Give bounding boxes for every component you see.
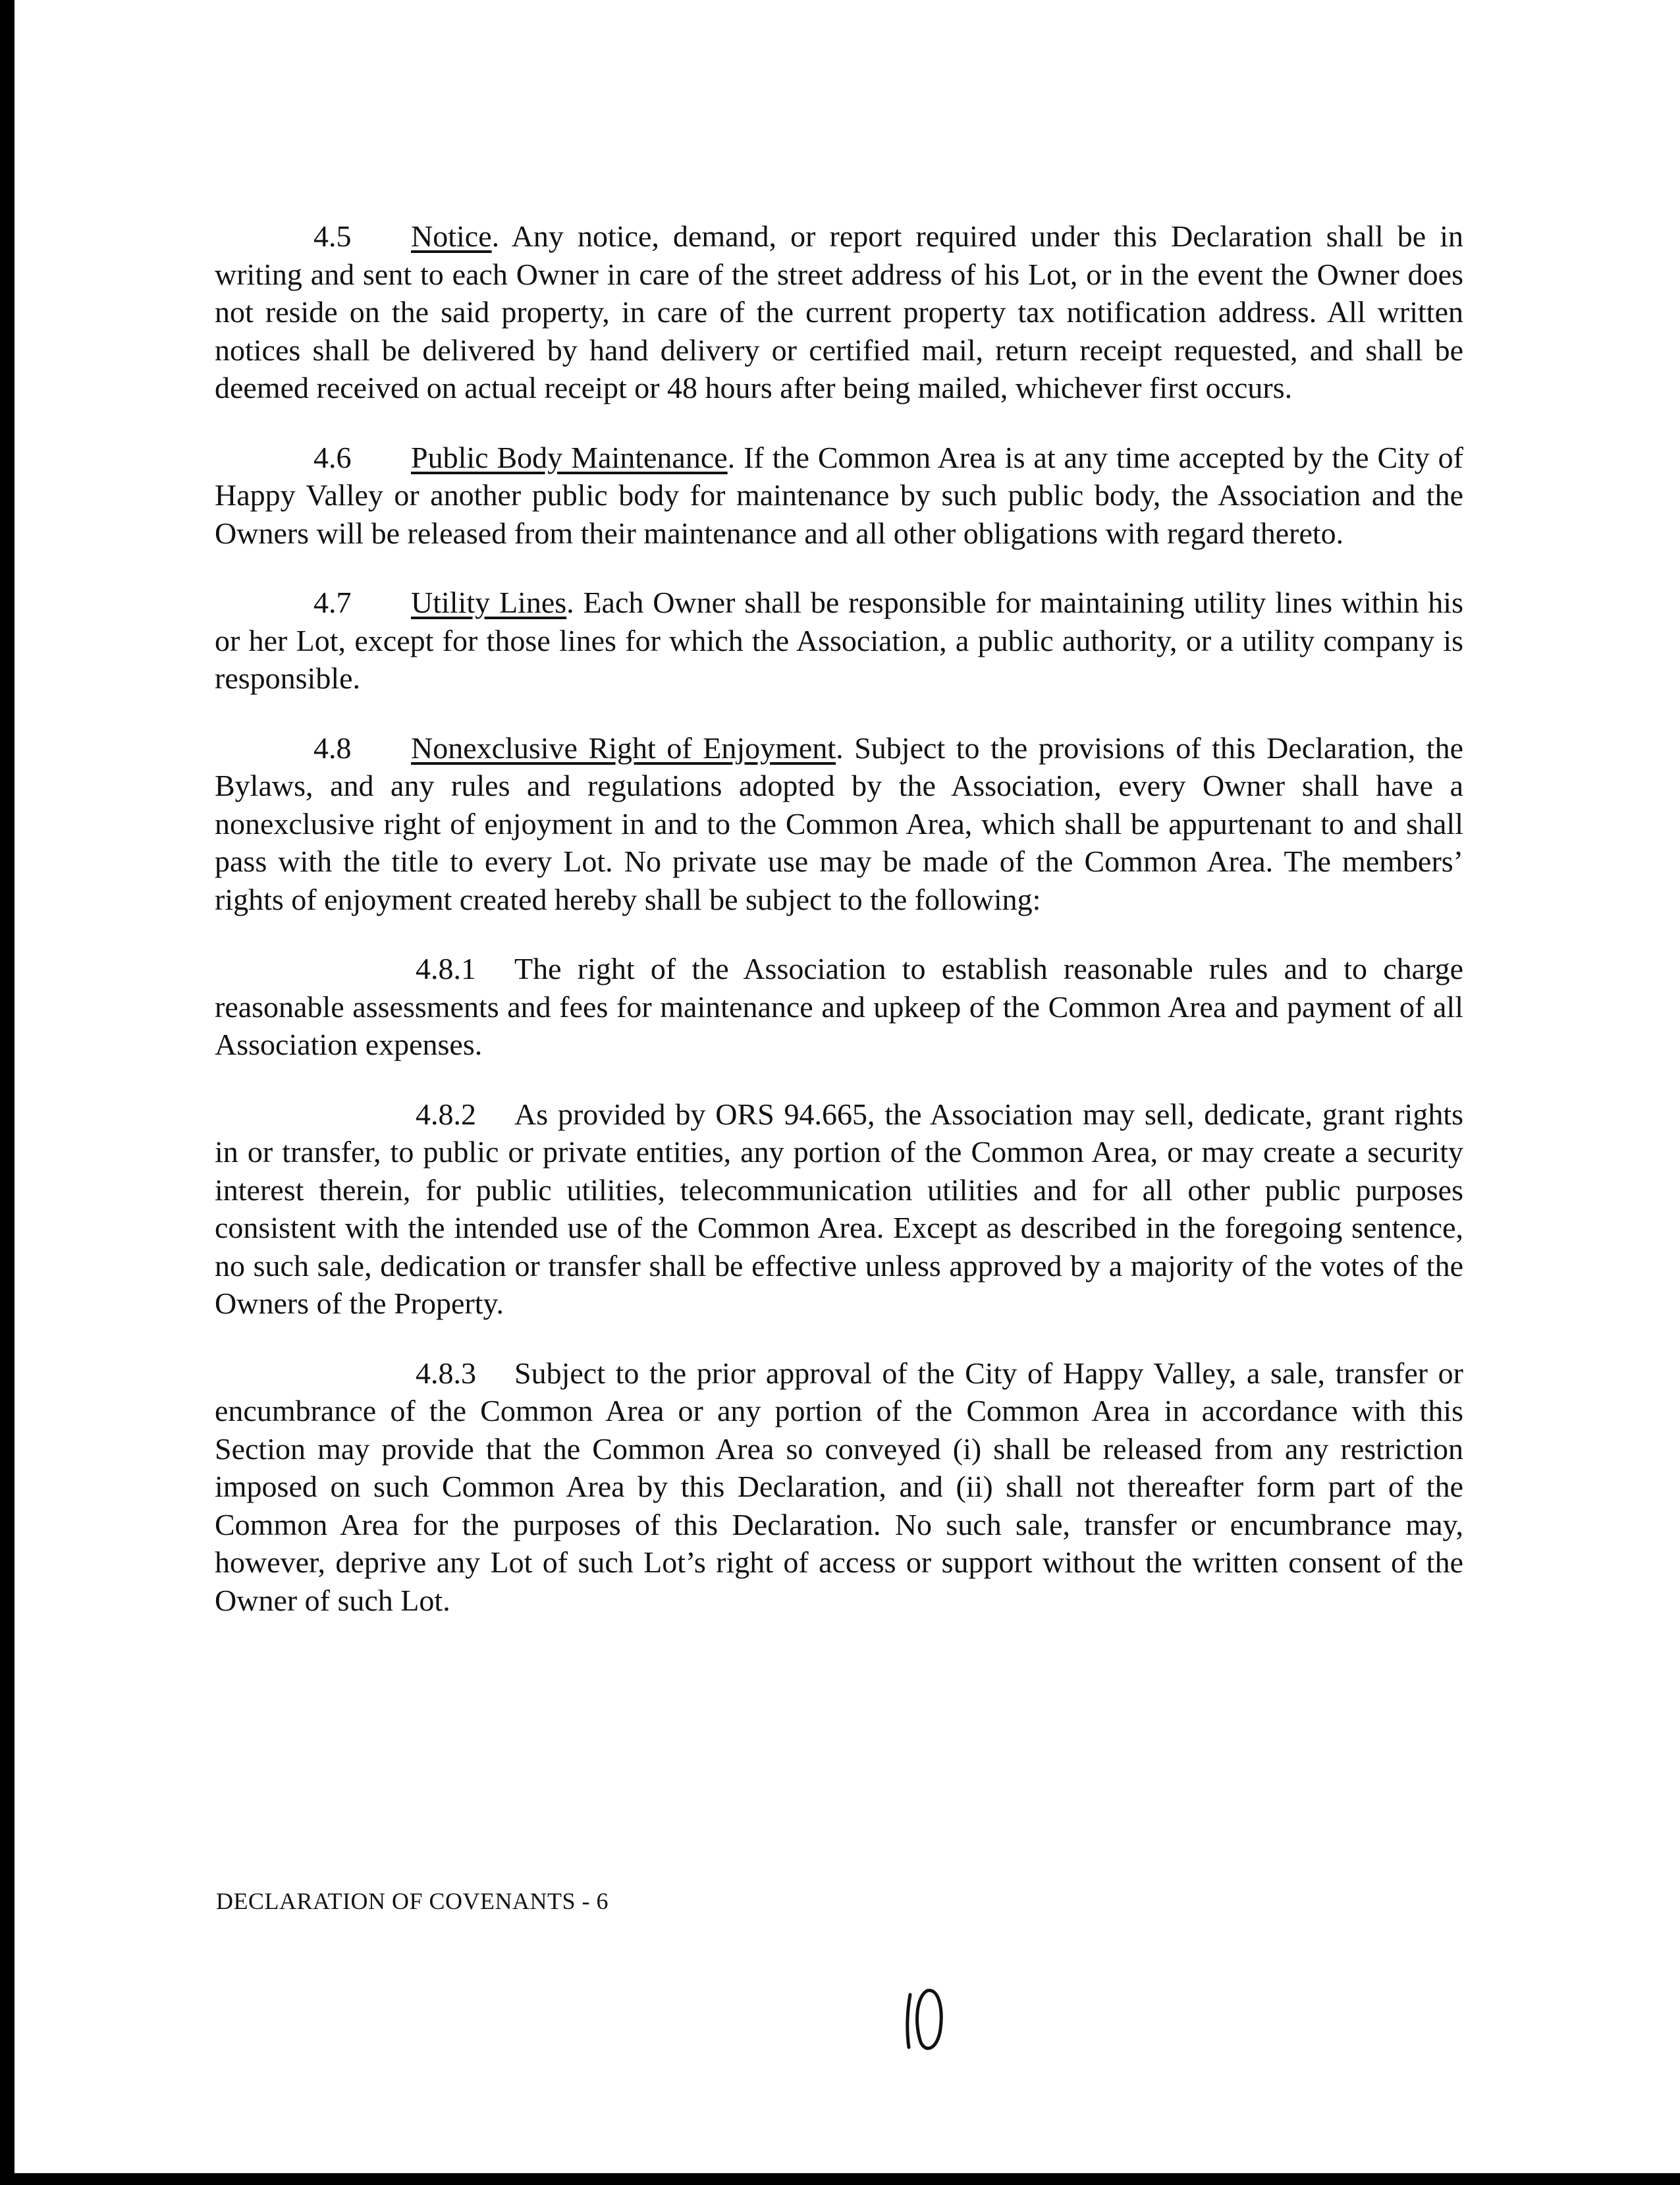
section-heading: Nonexclusive Right of Enjoyment xyxy=(411,731,836,765)
subsection-4-8-3 xyxy=(215,1354,1463,1620)
subsection-number: 4.8.2 xyxy=(416,1097,476,1131)
section-number: 4.6 xyxy=(313,440,352,474)
section-number: 4.7 xyxy=(313,586,352,619)
section-number: 4.5 xyxy=(313,219,352,253)
document-body xyxy=(215,217,1463,1619)
section-4-7 xyxy=(215,584,1463,698)
section-text: . Each Owner shall be responsible for maintaining utility lines within his or her Lot, except for those lines for which the Association, a public authority, or a utility company is responsible. xyxy=(215,586,1463,695)
section-text: . Any notice, demand, or report required under this Declaration shall be in writing and sent to each Owner in care of the street address of his Lot, or in the event the Owner does not reside on the said property, in care of the current property tax notification address. All written notices shall be delivered by hand delivery or certified mail, return receipt requested, and shall be deemed received on actual receipt or 48 hours after being mailed, whichever first occurs. xyxy=(215,219,1463,404)
subsection-text: As provided by ORS 94.665, the Association may sell, dedicate, grant rights in or transfer, to public or private entities, any portion of the Common Area, or may create a security interest therein, for public utilities, telecommunication utilities and for all other public purposes consistent with the intended use of the Common Area. Except as described in the foregoing sentence, no such sale, dedication or transfer shall be effective unless approved by a majority of the votes of the Owners of the Property. xyxy=(215,1097,1463,1320)
subsection-text: Subject to the prior approval of the City of Happy Valley, a sale, transfer or encumbrance of the Common Area or any portion of the Common Area in accordance with this Section may provide that the Common Area so conveyed (i) shall be released from any restriction imposed on such Common Area by this Declaration, and (ii) shall not thereafter form part of the Common Area for the purposes of this Declaration. No such sale, transfer or encumbrance may, however, deprive any Lot of such Lot’s right of access or support without the written consent of the Owner of such Lot. xyxy=(215,1356,1463,1617)
subsection-4-8-1 xyxy=(215,950,1463,1064)
section-heading: Utility Lines xyxy=(411,586,567,619)
section-text: . If the Common Area is at any time accepted by the City of Happy Valley or another public body for maintenance by such public body, the Association and the Owners will be released from their maintenance and all other obligations with regard thereto. xyxy=(215,440,1463,550)
subsection-text: The right of the Association to establish reasonable rules and to charge reasonable assessments and fees for maintenance and upkeep of the Common Area and payment of all Association expenses. xyxy=(215,952,1463,1061)
scan-border-left xyxy=(0,0,14,2185)
section-number: 4.8 xyxy=(313,731,352,765)
page-footer: DECLARATION OF COVENANTS - 6 xyxy=(216,1888,609,1914)
section-4-5 xyxy=(215,217,1463,407)
scan-border-bottom xyxy=(0,2173,1680,2185)
subsection-number: 4.8.3 xyxy=(416,1356,476,1390)
subsection-number: 4.8.1 xyxy=(416,952,476,985)
section-4-6 xyxy=(215,439,1463,553)
section-4-8 xyxy=(215,729,1463,919)
subsection-4-8-2 xyxy=(215,1095,1463,1323)
section-heading: Notice xyxy=(411,219,492,253)
section-text: . Subject to the provisions of this Declaration, the Bylaws, and any rules and regulations adopted by the Association, every Owner shall have a nonexclusive right of enjoyment in and to the Common Area, which shall be appurtenant to and shall pass with the title to every Lot. No private use may be made of the Common Area. The members’ rights of enjoyment created hereby shall be subject to the following: xyxy=(215,731,1463,916)
handwritten-page-number xyxy=(901,1976,947,2055)
section-heading: Public Body Maintenance xyxy=(411,440,728,474)
